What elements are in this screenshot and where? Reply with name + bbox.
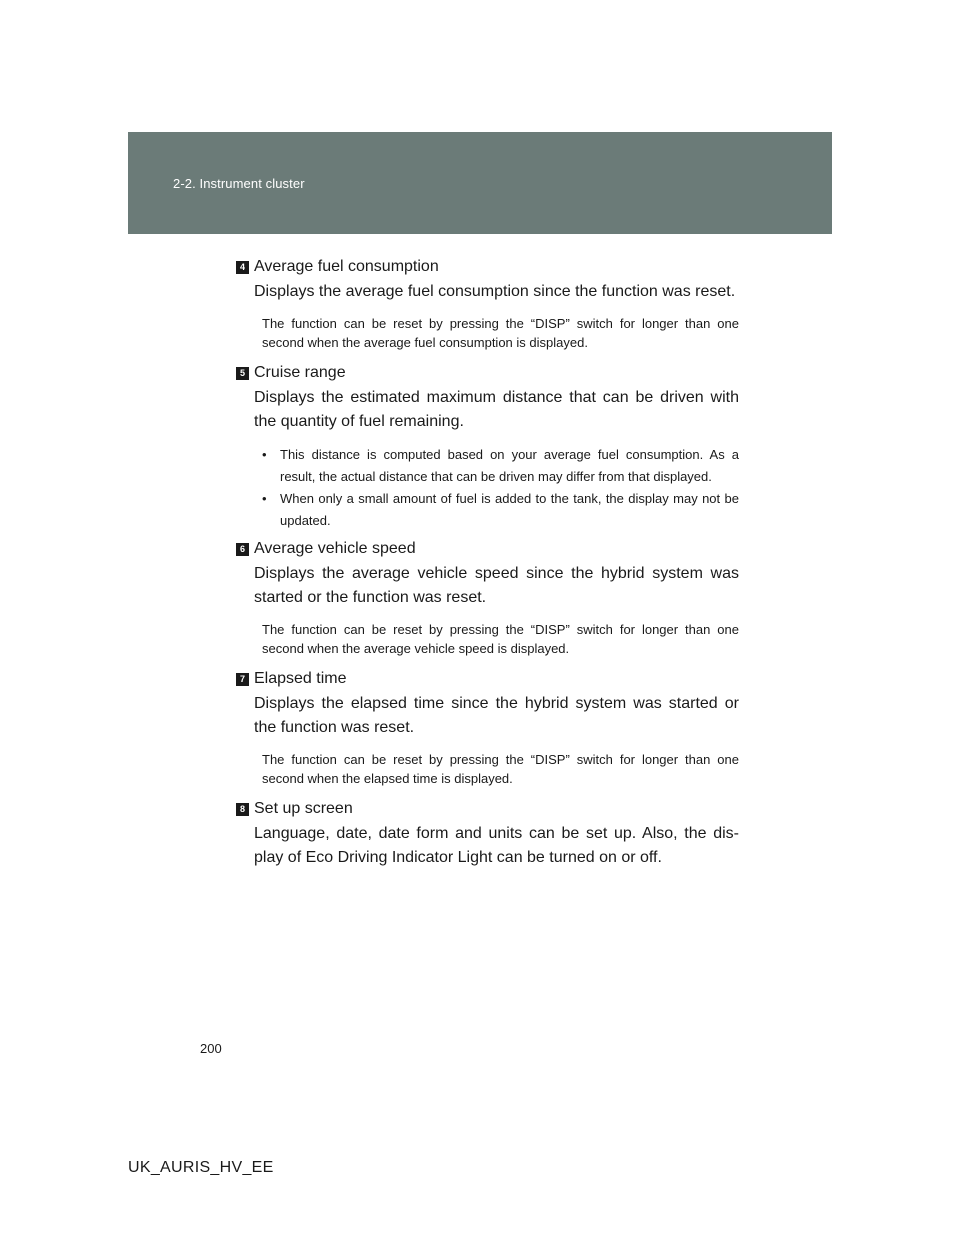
item-title: Average vehicle speed [254, 540, 416, 557]
list-item [262, 488, 739, 532]
item-description: Displays the elapsed time since the hybrid system was started or the function was reset. [254, 695, 739, 736]
item-elapsed-time [236, 668, 739, 788]
item-title: Cruise range [254, 364, 346, 381]
item-average-vehicle-speed [236, 538, 739, 658]
section-title: 2-2. Instrument cluster [173, 176, 305, 191]
item-heading [236, 256, 739, 278]
list-item [262, 444, 739, 488]
item-note: The function can be reset by pressing the “DISP” switch for longer than one second when the average fuel consumption is displayed. [262, 316, 739, 350]
item-set-up-screen [236, 798, 739, 870]
item-average-fuel-consumption [236, 256, 739, 352]
item-number-badge: 5 [236, 367, 249, 380]
item-title: Average fuel consumption [254, 258, 439, 275]
bullet-text: When only a small amount of fuel is added to the tank, the display may not be updated. [280, 491, 739, 528]
item-note: The function can be reset by pressing the “DISP” switch for longer than one second when the average vehicle speed is displayed. [262, 622, 739, 656]
item-number-badge: 8 [236, 803, 249, 816]
page-content [236, 256, 739, 870]
item-number-badge: 4 [236, 261, 249, 274]
item-description: Displays the average vehicle speed since the hybrid system was started or the function was reset. [254, 565, 739, 606]
bullet-icon: • [262, 491, 267, 506]
item-heading [236, 668, 739, 690]
item-heading [236, 362, 739, 384]
item-cruise-range [236, 362, 739, 532]
section-header-band [128, 132, 832, 234]
item-number-badge: 7 [236, 673, 249, 686]
item-description: Language, date, date form and units can be set up. Also, the dis-play of Eco Driving Indicator Light can be turned on or off. [254, 825, 739, 866]
item-title: Elapsed time [254, 670, 347, 687]
item-bullet-list [262, 444, 739, 532]
document-code: UK_AURIS_HV_EE [128, 1159, 274, 1176]
bullet-icon: • [262, 447, 267, 462]
page-number: 200 [200, 1041, 222, 1056]
item-heading [236, 798, 739, 820]
item-description: Displays the average fuel consumption since the function was reset. [254, 283, 736, 300]
item-heading [236, 538, 739, 560]
item-title: Set up screen [254, 800, 353, 817]
item-note: The function can be reset by pressing the “DISP” switch for longer than one second when the elapsed time is displayed. [262, 752, 739, 786]
item-description: Displays the estimated maximum distance that can be driven with the quantity of fuel remaining. [254, 389, 739, 430]
item-number-badge: 6 [236, 543, 249, 556]
bullet-text: This distance is computed based on your average fuel consumption. As a result, the actual distance that can be driven may differ from that displayed. [280, 447, 739, 484]
